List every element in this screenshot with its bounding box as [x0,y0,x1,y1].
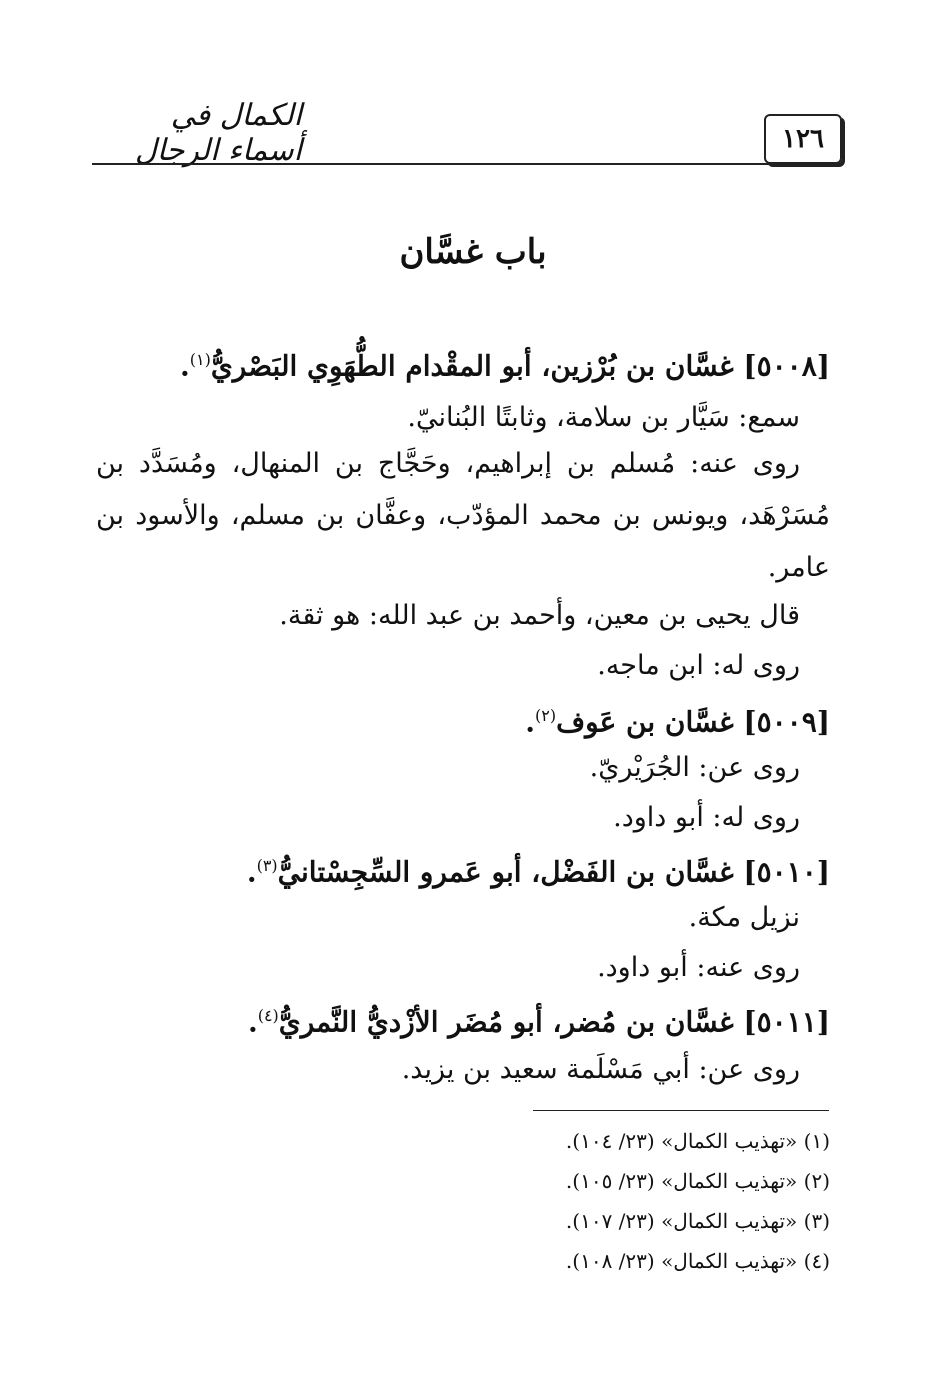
page-number [764,114,842,164]
footnote: (٤) «تهذيب الكمال» (٢٣/ ١٠٨). [565,1249,830,1273]
entry-heading: [٥٠١١] غسَّان بن مُضر، أبو مُضَر الأزْديُّ النَّمريُّ$^{(٤)}$. [247,1005,830,1039]
entry-heading: [٥٠٠٩] غسَّان بن عَوف$^{(٢)}$. [525,705,830,739]
entry-line: قال يحيى بن معين، وأحمد بن عبد الله: هو ثقة. [279,600,800,631]
entry-line: نزيل مكة. [688,902,800,933]
footnote-ref: (١) [189,350,211,369]
footnote-ref: (٣) [256,856,278,875]
footnote-ref: (٤) [257,1006,279,1025]
footnote: (١) «تهذيب الكمال» (٢٣/ ١٠٤). [565,1129,830,1153]
entry-heading-text: [٥٠٠٩] غسَّان بن عَوف [556,705,830,739]
entry-line: روى عن: الجُرَيْريّ. [589,752,800,783]
header-divider [92,163,842,165]
footnote-ref: (٢) [534,706,557,725]
footnote: (٣) «تهذيب الكمال» (٢٣/ ١٠٧). [565,1209,830,1233]
entry-heading: [٥٠٠٨] غسَّان بن بُرْزين، أبو المقْدام الطُّهَوِي البَصْريُّ$^{(١)}$. [180,349,830,383]
entry-line: مُسَرْهَد، ويونس بن محمد المؤدّب، وعفَّان بن مسلم، والأسود بن [96,500,830,531]
entry-line: روى له: أبو داود. [613,802,800,833]
entry-line: سمع: سَيَّار بن سلامة، وثابتًا البُنانيّ. [407,402,800,433]
entry-line: عامر. [767,552,830,583]
entry-heading: [٥٠١٠] غسَّان بن الفَضْل، أبو عَمرو السِّجِسْتانيُّ$^{(٣)}$. [246,855,830,889]
chapter-title: باب غسَّان [399,232,547,272]
entry-line: روى عن: أبي مَسْلَمة سعيد بن يزيد. [401,1054,800,1085]
entry-line: روى عنه: مُسلم بن إبراهيم، وحَجَّاج بن المنهال، ومُسَدَّد بن [96,448,800,479]
entry-line: روى له: ابن ماجه. [597,650,800,681]
footnote: (٢) «تهذيب الكمال» (٢٣/ ١٠٥). [565,1169,830,1193]
footnote-divider [533,1110,829,1111]
page-number-text: ١٢٦ [782,124,824,154]
entry-heading-text: [٥٠١٠] غسَّان بن الفَضْل، أبو عَمرو السِّجِسْتانيُّ [277,855,830,889]
entry-heading-text: [٥٠٠٨] غسَّان بن بُرْزين، أبو المقْدام الطُّهَوِي البَصْريُّ [210,349,830,383]
running-title: الكمال في أسماء الرجال [134,98,302,168]
entry-heading-text: [٥٠١١] غسَّان بن مُضر، أبو مُضَر الأزْديُّ النَّمريُّ [278,1005,830,1039]
entry-line: روى عنه: أبو داود. [597,952,800,983]
